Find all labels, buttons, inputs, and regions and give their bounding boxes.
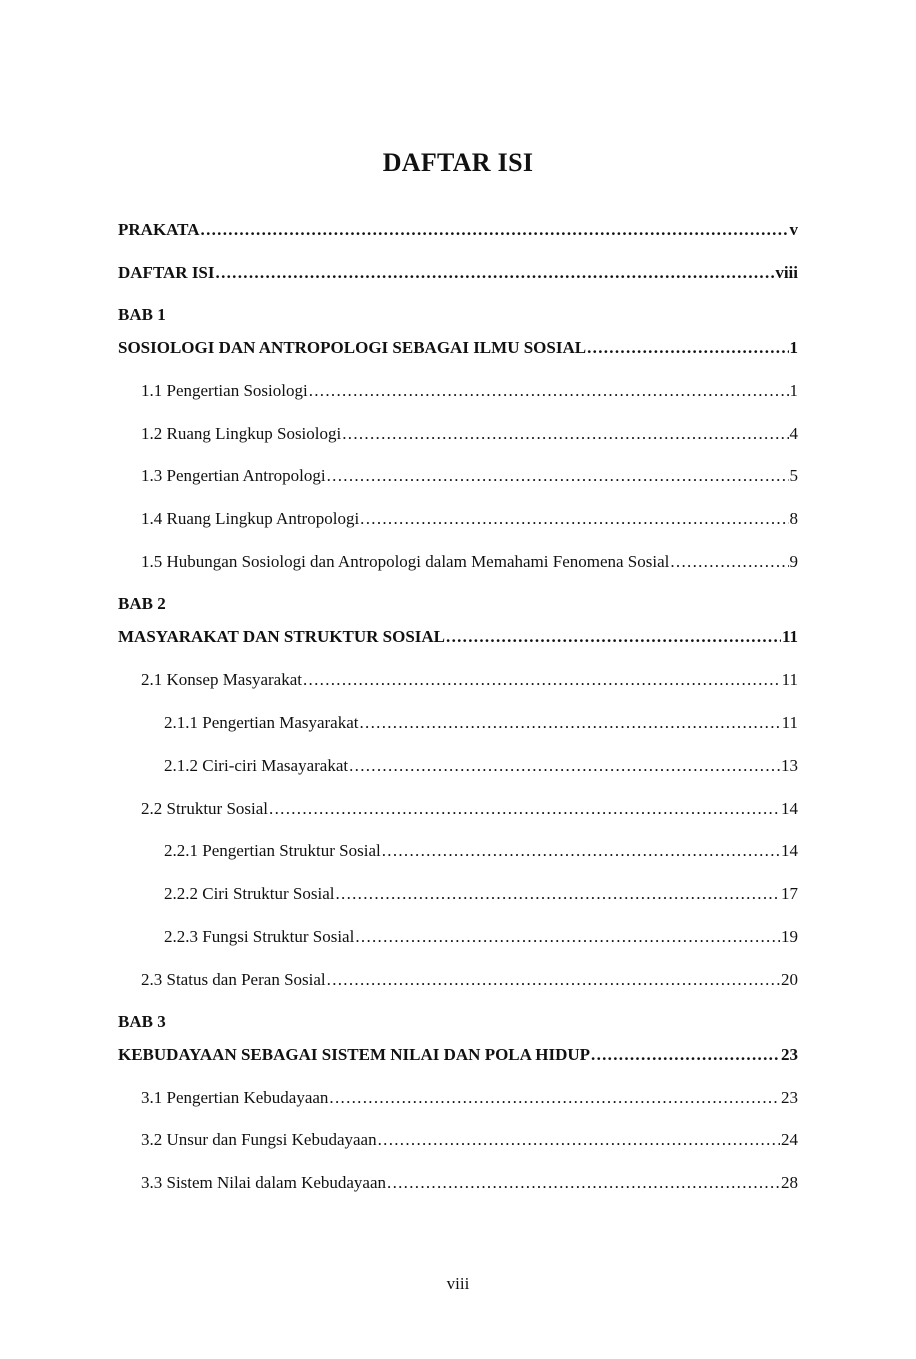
toc-entry-label: 3.1 Pengertian Kebudayaan	[141, 1088, 329, 1107]
toc-entry-prakata[interactable]	[118, 219, 798, 241]
toc-entry-2-1-2[interactable]	[118, 755, 798, 777]
page-title: DAFTAR ISI	[382, 148, 534, 177]
toc-entry-label: 2.2.1 Pengertian Struktur Sosial	[164, 841, 381, 860]
dot-leader	[378, 1129, 780, 1151]
toc-entry-page: 24	[781, 1130, 798, 1149]
toc-entry-label: 2.1 Konsep Masyarakat	[141, 670, 302, 689]
toc-entry-page: 11	[781, 713, 798, 732]
dot-leader	[329, 1087, 780, 1109]
toc-entry-label: 2.1.1 Pengertian Masyarakat	[164, 713, 359, 732]
dot-leader	[342, 423, 788, 445]
toc-entry-2-2-2[interactable]	[118, 883, 798, 905]
chapter-heading-bab-3: BAB 3	[118, 1012, 166, 1031]
toc-entry-label: 1.5 Hubungan Sosiologi dan Antropologi dalam Memahami Fenomena Sosial	[141, 552, 670, 571]
toc-entry-label: 2.2.3 Fungsi Struktur Sosial	[164, 927, 355, 946]
dot-leader	[269, 798, 780, 820]
toc-entry-label: PRAKATA	[118, 220, 200, 239]
toc-entry-3-1[interactable]	[118, 1087, 798, 1109]
dot-leader	[360, 508, 788, 530]
toc-entry-1-1[interactable]	[118, 380, 798, 402]
toc-entry-3-2[interactable]	[118, 1129, 798, 1151]
chapter-heading-bab-1: BAB 1	[118, 305, 166, 324]
toc-entry-page: viii	[775, 263, 798, 282]
dot-leader	[387, 1172, 780, 1194]
toc-entry-page: 14	[781, 841, 798, 860]
dot-leader	[382, 840, 780, 862]
toc-entry-page: 4	[789, 424, 798, 443]
toc-entry-page: 5	[789, 466, 798, 485]
toc-chapter-title-2[interactable]	[118, 626, 798, 648]
dot-leader	[327, 969, 780, 991]
toc-entry-2-2[interactable]	[118, 798, 798, 820]
toc-entry-label: DAFTAR ISI	[118, 263, 215, 282]
dot-leader	[303, 669, 781, 691]
toc-entry-2-1-1[interactable]	[118, 712, 798, 734]
toc-entry-label: 1.3 Pengertian Antropologi	[141, 466, 326, 485]
dot-leader	[349, 755, 780, 777]
dot-leader	[309, 380, 789, 402]
toc-entry-page: 17	[781, 884, 798, 903]
toc-entry-label: 2.2.2 Ciri Struktur Sosial	[164, 884, 335, 903]
toc-entry-label: 3.2 Unsur dan Fungsi Kebudayaan	[141, 1130, 377, 1149]
toc-entry-2-2-3[interactable]	[118, 926, 798, 948]
toc-entry-label: 2.3 Status dan Peran Sosial	[141, 970, 326, 989]
toc-entry-page: 11	[781, 670, 798, 689]
toc-entry-2-2-1[interactable]	[118, 840, 798, 862]
toc-entry-page: 8	[789, 509, 798, 528]
toc-chapter-title-3[interactable]	[118, 1044, 798, 1066]
dot-leader	[201, 219, 789, 241]
toc-entry-page: 11	[781, 627, 798, 646]
chapter-heading-bab-2: BAB 2	[118, 594, 166, 613]
toc-entry-page: 20	[781, 970, 798, 989]
toc-entry-label: 2.2 Struktur Sosial	[141, 799, 269, 818]
toc-entry-label: 3.3 Sistem Nilai dalam Kebudayaan	[141, 1173, 387, 1192]
dot-leader	[355, 926, 780, 948]
toc-entry-page: v	[789, 220, 798, 239]
toc-entry-page: 13	[781, 756, 798, 775]
toc-entry-page: 28	[781, 1173, 798, 1192]
toc-entry-1-5[interactable]	[118, 551, 798, 573]
toc-entry-page: 23	[781, 1088, 798, 1107]
toc-entry-page: 14	[781, 799, 798, 818]
dot-leader	[335, 883, 780, 905]
dot-leader	[360, 712, 781, 734]
toc-entry-label: MASYARAKAT DAN STRUKTUR SOSIAL	[118, 627, 446, 646]
toc-entry-1-2[interactable]	[118, 423, 798, 445]
toc-entry-1-3[interactable]	[118, 465, 798, 487]
toc-entry-label: 1.1 Pengertian Sosiologi	[141, 381, 308, 400]
page-number: viii	[446, 1274, 470, 1293]
toc-entry-3-3[interactable]	[118, 1172, 798, 1194]
toc-entry-daftar-isi[interactable]	[118, 262, 798, 284]
dot-leader	[216, 262, 775, 284]
toc-entry-2-3[interactable]	[118, 969, 798, 991]
dot-leader	[587, 337, 788, 359]
toc-entry-page: 1	[789, 381, 798, 400]
dot-leader	[446, 626, 781, 648]
dot-leader	[670, 551, 788, 573]
toc-entry-label: 2.1.2 Ciri-ciri Masayarakat	[164, 756, 349, 775]
toc-entry-page: 23	[781, 1045, 798, 1064]
toc-entry-page: 9	[789, 552, 798, 571]
toc-entry-page: 1	[789, 338, 798, 357]
toc-entry-label: 1.2 Ruang Lingkup Sosiologi	[141, 424, 342, 443]
toc-entry-label: 1.4 Ruang Lingkup Antropologi	[141, 509, 360, 528]
dot-leader	[591, 1044, 780, 1066]
toc-entry-page: 19	[781, 927, 798, 946]
toc-entry-1-4[interactable]	[118, 508, 798, 530]
toc-entry-2-1[interactable]	[118, 669, 798, 691]
dot-leader	[327, 465, 789, 487]
toc-entry-label: SOSIOLOGI DAN ANTROPOLOGI SEBAGAI ILMU SOSIAL	[118, 338, 587, 357]
toc-chapter-title-1[interactable]	[118, 337, 798, 359]
toc-entry-label: KEBUDAYAAN SEBAGAI SISTEM NILAI DAN POLA HIDUP	[118, 1045, 591, 1064]
